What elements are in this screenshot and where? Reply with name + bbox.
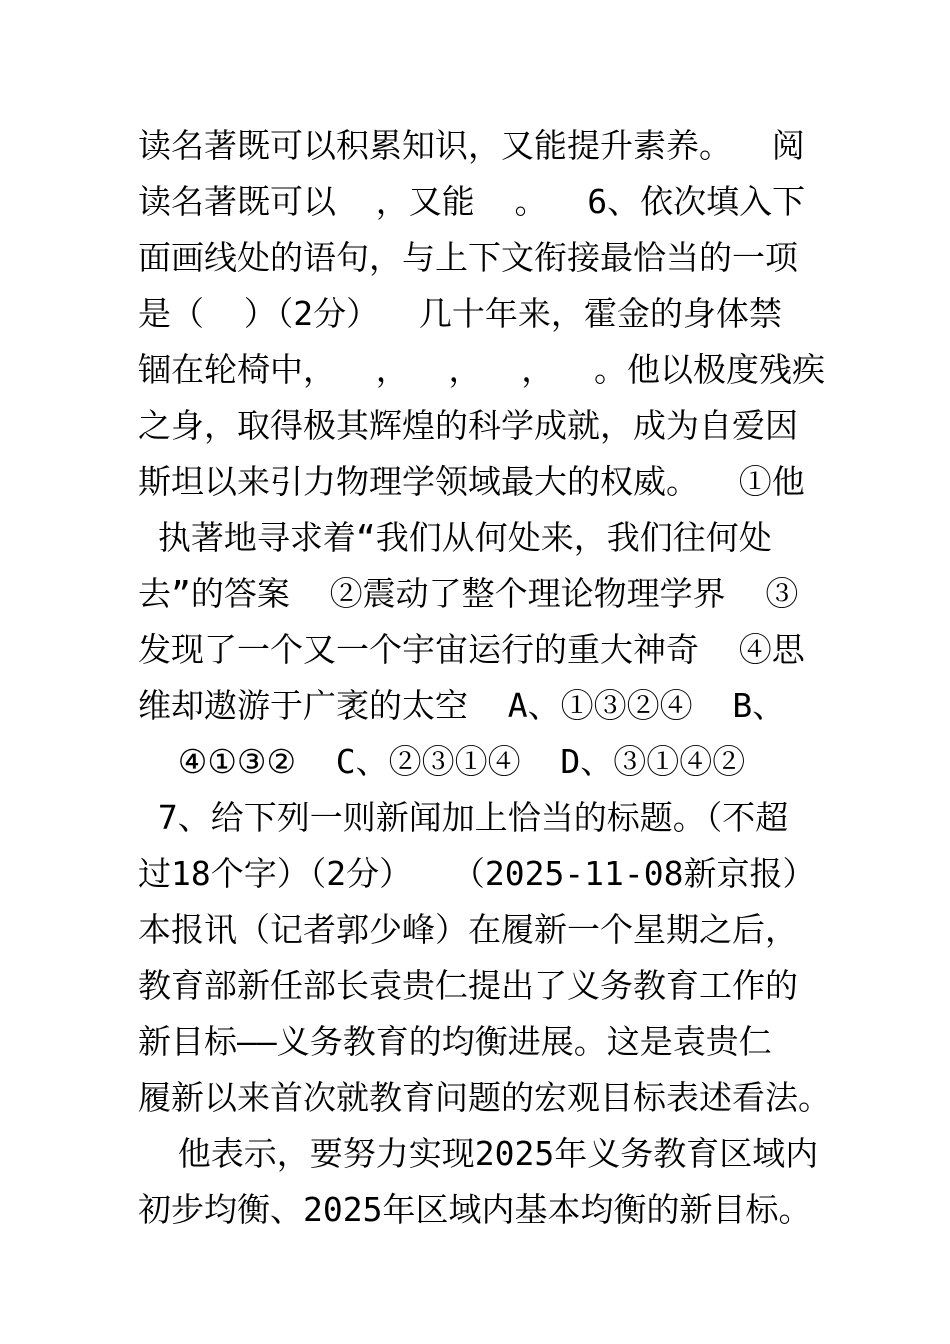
text-line: 之身，取得极其辉煌的科学成就，成为自爱因 xyxy=(138,406,798,445)
text-line: 读名著既可以积累知识，又能提升素养。 阅 xyxy=(138,126,805,165)
text-line: 是（ ）（2分） 几十年来，霍金的身体禁 xyxy=(138,294,782,333)
text-line: 他表示，要努力实现2025年义务教育区域内 xyxy=(138,1134,819,1173)
document-body xyxy=(138,118,838,1238)
text-line: 锢在轮椅中， ， ， ， 。他以极度残疾 xyxy=(138,350,825,389)
text-line: 本报讯（记者郭少峰）在履新一个星期之后， xyxy=(138,910,798,949)
text-line: 去”的答案 ②震动了整个理论物理学界 ③ xyxy=(138,574,799,613)
text-line: 斯坦以来引力物理学领域最大的权威。 ①他 xyxy=(138,462,805,501)
text-line: 读名著既可以 ，又能 。 6、依次填入下 xyxy=(138,182,806,221)
text-line: 发现了一个又一个宇宙运行的重大神奇 ④思 xyxy=(138,630,805,669)
text-line: 履新以来首次就教育问题的宏观目标表述看法。 xyxy=(138,1078,831,1117)
text-line: 面画线处的语句，与上下文衔接最恰当的一项 xyxy=(138,238,798,277)
text-line: 执著地寻求着“我们从何处来，我们往何处 xyxy=(138,518,772,557)
text-line: 初步均衡、2025年区域内基本均衡的新目标。 xyxy=(138,1190,812,1229)
text-line: 新目标——义务教育的均衡进展。这是袁贵仁 xyxy=(138,1022,772,1061)
text-line: 7、给下列一则新闻加上恰当的标题。（不超 xyxy=(138,798,789,837)
text-line: 维却遨游于广袤的太空 A、①③②④ B、 xyxy=(138,686,786,725)
text-line: ④①③② C、②③①④ D、③①④② xyxy=(138,742,746,781)
text-line: 教育部新任部长袁贵仁提出了义务教育工作的 xyxy=(138,966,798,1005)
text-line: 过18个字）（2分） （2025-11-08新京报） xyxy=(138,854,816,893)
